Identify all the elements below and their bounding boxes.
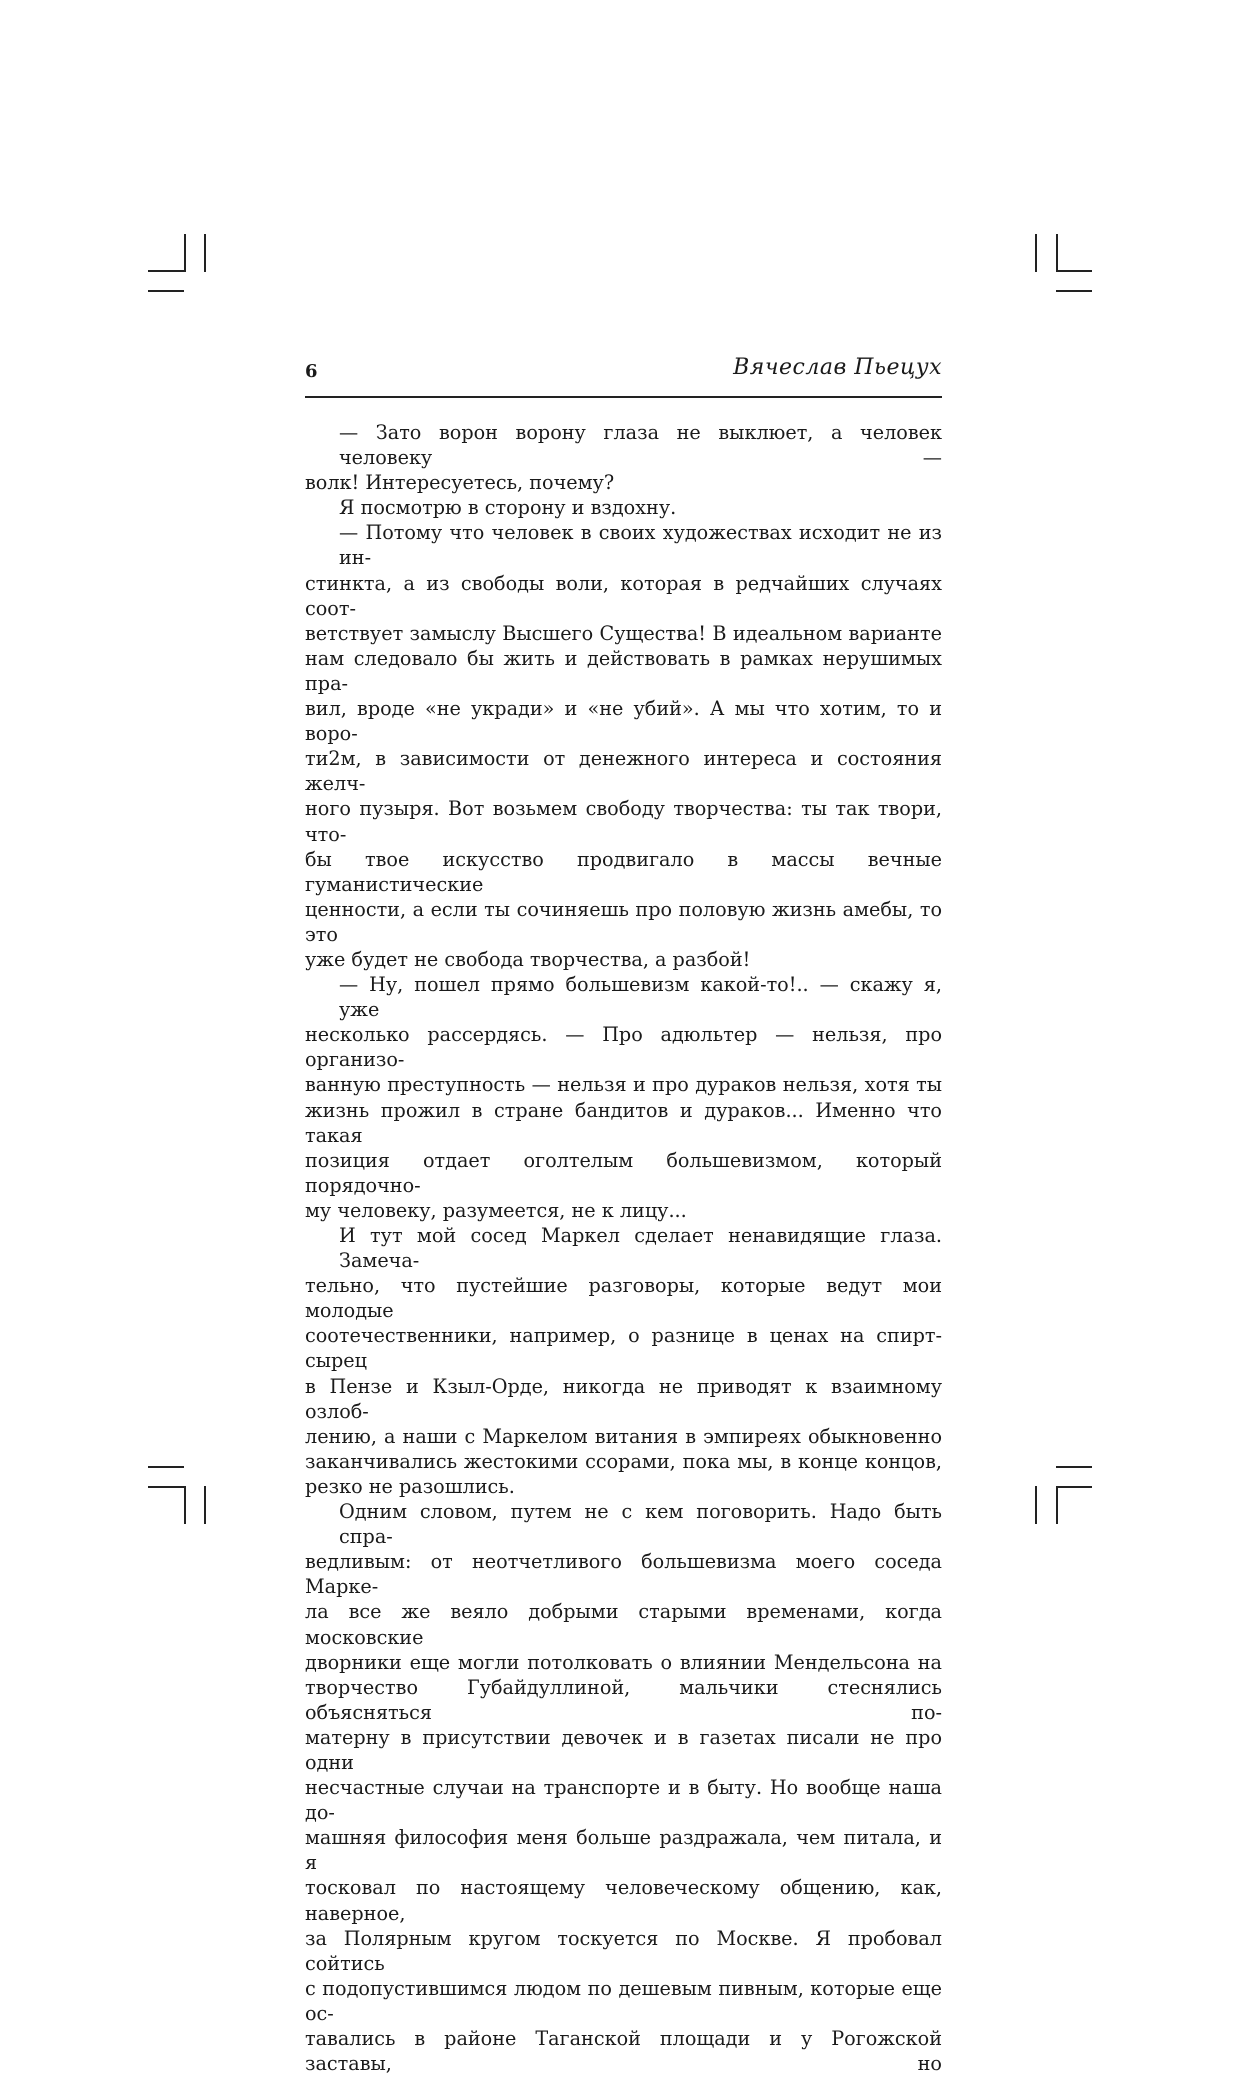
text-line: Одним словом, путем не с кем поговорить. Надо быть спра- xyxy=(339,1500,942,1549)
text-line: ла все же веяло добрыми старыми временами, когда московские xyxy=(305,1600,942,1649)
text-line: с подопустившимся людом по дешевым пивным, которые еще ос- xyxy=(305,1976,942,2025)
text-line: несколько рассердясь. — Про адюльтер — нельзя, про организо- xyxy=(305,1023,942,1072)
text-line: лению, а наши с Маркелом витания в эмпиреях обыкновенно xyxy=(305,1424,942,1448)
author-name: Вячеслав Пьецух xyxy=(733,355,942,380)
text-line: заканчивались жестокими ссорами, пока мы, в конце концов, xyxy=(305,1449,942,1473)
text-line: уже будет не свобода творчества, а разбой! xyxy=(305,947,751,971)
text-line: ти2м, в зависимости от денежного интереса и состояния желч- xyxy=(305,747,942,796)
text-line: позиция отдает оголтелым большевизмом, который порядочно- xyxy=(305,1148,942,1197)
page-number: 6 xyxy=(305,361,318,382)
crop-mark xyxy=(204,1486,206,1524)
running-header xyxy=(305,355,942,397)
body-text xyxy=(305,420,942,2076)
text-line: жизнь прожил в стране бандитов и дураков... Именно что такая xyxy=(305,1098,942,1147)
text-line: за Полярным кругом тоскуется по Москве. Я пробовал сойтись xyxy=(305,1926,942,1975)
text-line: Я посмотрю в сторону и вздохну. xyxy=(339,496,677,520)
text-line: ценности, а если ты сочиняешь про половую жизнь амебы, то это xyxy=(305,897,942,946)
text-line: ного пузыря. Вот возьмем свободу творчества: ты так твори, что- xyxy=(305,797,942,846)
crop-mark xyxy=(148,270,184,272)
crop-mark xyxy=(148,1486,184,1488)
text-line: резко не разошлись. xyxy=(305,1474,515,1498)
text-line: — Ну, пошел прямо большевизм какой-то!.. — скажу я, уже xyxy=(339,973,942,1022)
crop-mark xyxy=(148,1466,184,1468)
crop-mark xyxy=(148,290,184,292)
crop-mark xyxy=(1056,270,1092,272)
crop-mark xyxy=(1056,1486,1058,1524)
crop-mark xyxy=(1035,234,1037,272)
crop-mark xyxy=(1035,1486,1037,1524)
text-line: машняя философия меня больше раздражала, чем питала, и я xyxy=(305,1826,942,1875)
text-line: в Пензе и Кзыл-Орде, никогда не приводят к взаимному озлоб- xyxy=(305,1374,942,1423)
text-line: тосковал по настоящему человеческому общению, как, наверное, xyxy=(305,1876,942,1925)
header-rule xyxy=(305,396,942,398)
text-line: ванную преступность — нельзя и про дураков нельзя, хотя ты xyxy=(305,1073,942,1097)
crop-mark xyxy=(1056,1486,1092,1488)
crop-mark xyxy=(184,1486,186,1524)
crop-mark xyxy=(204,234,206,272)
text-line: творчество Губайдуллиной, мальчики стеснялись объясняться по- xyxy=(305,1675,942,1724)
text-line: — Потому что человек в своих художествах исходит не из ин- xyxy=(339,521,942,570)
text-line: тельно, что пустейшие разговоры, которые ведут мои молодые xyxy=(305,1274,942,1323)
text-line: вил, вроде «не укради» и «не убий». А мы что хотим, то и воро- xyxy=(305,697,942,746)
text-line: соотечественники, например, о разнице в ценах на спирт-сырец xyxy=(305,1324,942,1373)
text-line: ведливым: от неотчетливого большевизма моего соседа Марке- xyxy=(305,1550,942,1599)
text-line: тавались в районе Таганской площади и у Рогожской заставы, но xyxy=(305,2027,942,2076)
text-line: матерну в присутствии девочек и в газетах писали не про одни xyxy=(305,1725,942,1774)
text-line: нам следовало бы жить и действовать в рамках нерушимых пра- xyxy=(305,646,942,695)
text-line: — Зато ворон ворону глаза не выклюет, а человек человеку — xyxy=(339,421,942,470)
crop-mark xyxy=(1056,234,1058,272)
text-line: волк! Интересуетесь, почему? xyxy=(305,471,615,495)
text-line: И тут мой сосед Маркел сделает ненавидящие глаза. Замеча- xyxy=(339,1224,942,1273)
crop-mark xyxy=(1056,290,1092,292)
crop-mark xyxy=(184,234,186,272)
text-line: несчастные случаи на транспорте и в быту. Но вообще наша до- xyxy=(305,1776,942,1825)
text-line: ветствует замыслу Высшего Существа! В идеальном варианте xyxy=(305,621,942,645)
text-line: стинкта, а из свободы воли, которая в редчайших случаях соот- xyxy=(305,571,942,620)
crop-mark xyxy=(1056,1466,1092,1468)
text-line: му человеку, разумеется, не к лицу... xyxy=(305,1198,687,1222)
text-line: дворники еще могли потолковать о влиянии Мендельсона на xyxy=(305,1650,942,1674)
text-line: бы твое искусство продвигало в массы вечные гуманистические xyxy=(305,847,942,896)
